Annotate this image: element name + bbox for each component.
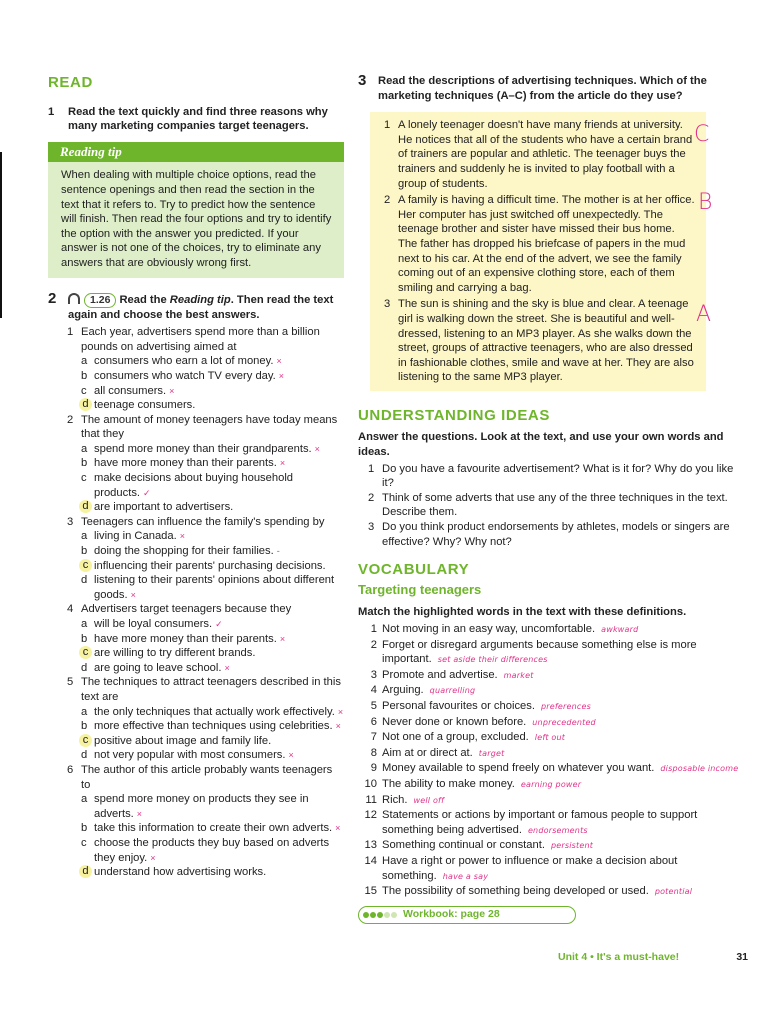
answer-letter: a [81,530,88,543]
mc-question: 6 The author of this article probably wants teenagers to [67,763,333,791]
answer-option[interactable]: c make decisions about buying household products. ✓ [81,472,294,499]
answer-letter: b [81,720,88,733]
selected-answer-letter: c [79,559,92,572]
selected-answer-letter: c [79,734,92,747]
vocabulary-list [358,622,742,900]
selected-answer-letter: c [79,646,92,659]
handwritten-answer-1: C [694,122,710,147]
handwritten-answer-2: B [698,190,713,215]
vocabulary-definition: 15 The possibility of something being developed or used. potential [364,885,693,898]
discussion-question: 3 Do you think product endorsements by athletes, models or singers are effective? Why? Why not? [368,521,730,548]
handwritten-answer: unprecedented [532,717,596,727]
handwritten-mark: × [335,823,341,834]
technique-description: 1 A lonely teenager doesn't have many friends at university. He notices that all of the students who have a certain brand of trainers are popular and athletic. The teenager buys the trainers and suddenly he is invited to play football with a group of students. [384,119,693,190]
handwritten-answer: endorsements [527,825,588,835]
discussion-question: 2 Think of some adverts that use any of the three techniques in the text. Describe them. [368,491,728,519]
progress-dots-icon [363,912,397,918]
vocabulary-definition: 12 Statements or actions by important or famous people to support something being advertised. endorsements [364,809,698,836]
vocabulary-definition: 2 Forget or disregard arguments because something else is more important. set aside their differences [370,638,697,666]
handwritten-mark: × [288,750,294,761]
answer-option[interactable]: b have more money than their parents. × [81,632,286,645]
answer-option[interactable]: b consumers who watch TV every day. × [81,369,285,382]
handwritten-answer: disposable income [660,764,739,774]
understanding-instruction: Answer the questions. Look at the text, and use your own words and ideas. [358,431,724,459]
handwritten-answer: persistent [550,841,594,851]
handwritten-mark: × [179,531,185,542]
handwritten-mark: ✓ [215,619,223,629]
answer-option[interactable]: d are important to advertisers. [67,500,344,515]
handwritten-answer: earning power [520,779,582,789]
answer-option[interactable]: d are going to leave school. × [81,661,230,674]
answer-letter: a [81,705,88,718]
mc-question: 5 The techniques to attract teenagers described in this text are [67,676,341,703]
answer-letter: a [81,618,88,630]
answer-letter: a [81,355,88,368]
handwritten-answer: target [478,748,505,758]
handwritten-mark: - [276,546,280,557]
handwritten-answer: potential [654,887,693,897]
vocabulary-heading: VOCABULARY [358,561,470,579]
answer-option[interactable]: c choose the products they buy based on adverts they enjoy. × [81,836,330,864]
vocabulary-subheading: Targeting teenagers [358,581,482,597]
handwritten-answer-3: A [696,302,712,327]
page-footer [558,950,748,965]
handwritten-mark: × [314,443,320,454]
answer-letter: c [81,384,87,397]
answer-option[interactable]: b doing the shopping for their families. - [81,545,280,558]
vocabulary-definition: 4 Arguing. quarrelling [370,684,476,697]
answer-letter: d [81,749,88,762]
page-edge-bar [0,152,2,318]
mc-question: 1 Each year, advertisers spend more than a billion pounds on advertising aimed at [67,326,320,353]
left-column [48,76,344,880]
answer-option[interactable]: d understand how advertising works. [67,865,344,880]
handwritten-mark: ✓ [143,487,151,498]
mc-question: 2 The amount of money teenagers have today means that they [67,413,338,441]
answer-letter: d [81,574,88,587]
handwritten-answer: have a say [442,871,489,881]
discussion-question: 1 Do you have a favourite advertisement? What is it for? Why do you like it? [368,462,734,490]
handwritten-mark: × [150,852,156,863]
understanding-list [358,462,742,550]
right-column [358,74,742,924]
selected-answer-letter: d [79,865,92,878]
handwritten-answer: awkward [601,625,639,634]
handwritten-answer: set aside their differences [437,655,548,665]
vocabulary-instruction: Match the highlighted words in the text with these definitions. [358,606,687,619]
answer-option[interactable]: c all consumers. × [81,384,175,397]
answer-letter: b [81,822,88,835]
question-3: 3 Read the descriptions of advertising techniques. Which of the marketing techniques (A–C) from the article do they use? [358,72,707,102]
technique-description: 2 A family is having a difficult time. The mother is at her office. Her computer has just switched off unexpectedly. The teenage brother and sister have missed their bus home. The father has dropped his briefcase of papers in the mud next to his car. At the end of the advert, we see the family coming out of an expensive clothing store, each of them smiling and carrying a bag. [384,194,695,294]
answer-option[interactable]: b have more money than their parents. × [81,457,286,470]
handwritten-mark: × [136,808,143,819]
technique-description: 3 The sun is shining and the sky is blue and clear. A teenage girl is walking down the street. She is beautiful and well-dressed, listening to an MP3 player. As she walks down the street, groups of attractive teenagers, who are also dressed in fashionable clothes, smile and wave at her. They are also listening to the same MP3 player. [384,298,694,384]
mc-question: 4 Advertisers target teenagers because they [67,603,292,616]
reading-tip-heading: Reading tip [48,142,344,163]
handwritten-mark: × [224,662,230,673]
answer-option[interactable]: c influencing their parents' purchasing decisions. [67,559,344,574]
understanding-heading: UNDERSTANDING IDEAS [358,406,550,424]
vocabulary-definition: 8 Aim at or direct at. target [370,746,505,759]
unit-title: Unit 4 • It's a must-have! [558,951,680,963]
answer-option[interactable]: c positive about image and family life. [67,734,344,749]
handwritten-mark: × [276,356,282,367]
answer-option[interactable]: b more effective than techniques using celebrities. × [81,720,341,733]
answer-letter: b [81,545,88,558]
answer-option[interactable]: d teenage consumers. [67,398,344,413]
vocabulary-definition: 9 Money available to spend freely on whatever you want. disposable income [370,762,739,775]
handwritten-answer: quarrelling [429,686,476,696]
answer-option[interactable]: d listening to their parents' opinions about different goods. × [81,574,335,601]
handwritten-answer: well off [413,795,445,805]
mc-question: 3 Teenagers can influence the family's spending by [67,515,325,528]
answer-option[interactable]: b take this information to create their own adverts. × [81,822,341,835]
vocabulary-definition: 11 Rich. well off [365,793,445,806]
answer-option[interactable]: a spend more money on products they see in adverts. × [81,793,309,820]
answer-option[interactable]: c are willing to try different brands. [67,646,344,661]
answer-letter: d [81,661,88,674]
answer-letter: a [81,442,88,455]
answer-option[interactable]: a spend more money than their grandparents. × [81,442,320,455]
handwritten-mark: × [337,706,344,717]
multiple-choice-list [48,325,344,880]
answer-letter: b [81,369,88,382]
handwritten-mark: × [279,458,286,469]
answer-letter: c [81,472,87,485]
vocabulary-definition: 13 Something continual or constant. persistent [364,839,594,852]
handwritten-answer: left out [534,733,566,743]
audio-track-badge[interactable]: 1.26 [84,293,116,308]
vocabulary-definition: 6 Never done or known before. unprecedented [370,715,596,728]
technique-descriptions-box [370,112,706,391]
vocabulary-definition: 10 The ability to make money. earning power [364,777,582,790]
handwritten-mark: × [278,370,285,381]
handwritten-mark: × [335,721,341,732]
answer-option[interactable]: a will be loyal consumers. ✓ [81,618,223,630]
read-heading: READ [48,74,93,91]
answer-option[interactable]: a living in Canada. × [81,530,185,543]
answer-letter: b [81,632,88,645]
vocabulary-definition: 3 Promote and advertise. market [370,668,534,681]
vocabulary-definition: 5 Personal favourites or choices. preferences [370,699,591,712]
selected-answer-letter: d [79,500,92,513]
reading-tip-box [48,142,344,278]
answer-option[interactable]: a consumers who earn a lot of money. × [81,355,282,368]
handwritten-answer: preferences [540,701,591,711]
handwritten-answer: market [503,670,534,680]
answer-letter: c [81,836,87,849]
answer-letter: a [81,793,88,806]
answer-option[interactable]: a the only techniques that actually work effectively. × [81,705,344,718]
headphones-icon [68,293,80,304]
answer-option[interactable]: d not very popular with most consumers. × [81,749,294,762]
page-number: 31 [736,951,748,963]
handwritten-mark: × [130,589,136,600]
vocabulary-definition: 14 Have a right or power to influence or make a decision about something. have a say [364,854,678,882]
answer-letter: b [81,457,88,470]
vocabulary-definition: 1 Not moving in an easy way, uncomfortable. awkward [370,623,639,635]
question-1: 1 Read the text quickly and find three reasons why many marketing companies target teenagers. [48,105,328,133]
workbook-link[interactable]: Workbook: page 28 [358,906,576,924]
handwritten-mark: × [279,633,286,644]
question-2: 2 1.26 Read the Reading tip. Then read the text again and choose the best answers. [48,289,334,321]
vocabulary-definition: 7 Not one of a group, excluded. left out [370,731,566,744]
reading-tip-text: When dealing with multiple choice options, read the sentence openings and then read the section in the text that it refers to. Try to predict how the sentence will finish. Then read the four options and try to identify the option with the answer you predicted. If your answer is not one of the choices, try to eliminate any answers that are obviously wrong first. [61,169,332,269]
handwritten-mark: × [169,385,175,396]
selected-answer-letter: d [79,398,92,411]
